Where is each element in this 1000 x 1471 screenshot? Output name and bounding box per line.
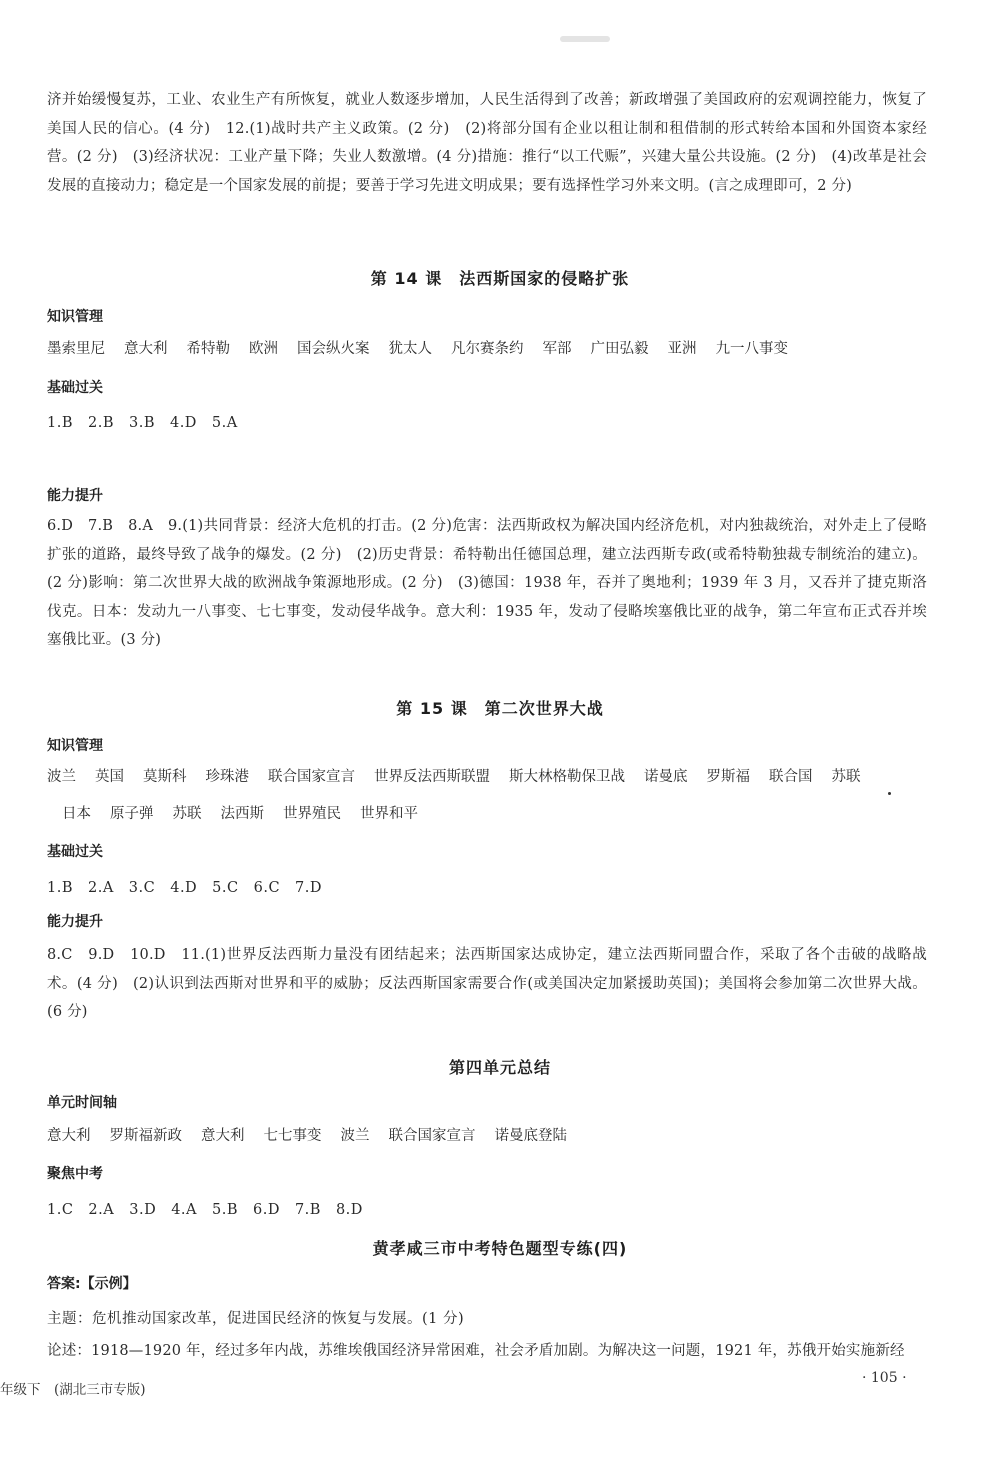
scan-smudge bbox=[560, 36, 610, 42]
term-item: 世界反法西斯联盟 bbox=[374, 769, 490, 785]
term-item: 罗斯福 bbox=[706, 769, 750, 785]
term-item: 国会纵火案 bbox=[297, 341, 370, 357]
lesson-15-ability-label: 能力提升 bbox=[47, 914, 103, 930]
term-item: 联合国家宣言 bbox=[268, 769, 355, 785]
term-item: 英国 bbox=[95, 769, 124, 785]
unit-4-summary-title: 第四单元总结 bbox=[448, 1058, 551, 1077]
lesson-14-ability-block bbox=[47, 512, 927, 655]
term-item: 军部 bbox=[542, 341, 572, 357]
term-item: 凡尔赛条约 bbox=[451, 341, 524, 357]
lesson-15-title: 第 15 课 第二次世界大战 bbox=[396, 699, 604, 718]
term-item: 希特勒 bbox=[186, 341, 230, 357]
unit-4-focus-answers: 1.C 2.A 3.D 4.A 5.B 6.D 7.B 8.D bbox=[47, 1202, 363, 1218]
term-item: 意大利 bbox=[47, 1128, 91, 1144]
term-item: 罗斯福新政 bbox=[109, 1128, 182, 1144]
lesson-15-basic-answers: 1.B 2.A 3.C 4.D 5.C 6.C 7.D bbox=[47, 880, 323, 896]
lesson-15-knowledge-terms-row1 bbox=[47, 759, 947, 795]
special-theme-text: 主题：危机推动国家改革，促进国民经济的恢复与发展。(1 分) bbox=[47, 1311, 465, 1327]
scan-dot bbox=[888, 792, 891, 795]
lesson-14-knowledge-label: 知识管理 bbox=[47, 309, 103, 325]
special-discussion-block bbox=[47, 1337, 927, 1366]
term-item: 世界和平 bbox=[360, 806, 418, 822]
term-item: 欧洲 bbox=[249, 341, 278, 357]
lesson-14-knowledge-terms bbox=[47, 331, 947, 367]
special-discussion-text: 论述：1918—1920 年，经过多年内战，苏维埃俄国经济异常困难，社会矛盾加剧。为解决这一问题，1921 年，苏俄开始实施新经 bbox=[47, 1343, 905, 1359]
lesson-15-ability-block bbox=[47, 941, 927, 1027]
term-item: 原子弹 bbox=[110, 806, 154, 822]
unit-4-timeline-label: 单元时间轴 bbox=[47, 1095, 117, 1111]
term-item: 墨索里尼 bbox=[47, 341, 105, 357]
term-item: 莫斯科 bbox=[143, 769, 187, 785]
lesson-15-knowledge-label: 知识管理 bbox=[47, 738, 103, 754]
continued-answer-block bbox=[47, 86, 927, 200]
term-item: 联合国家宣言 bbox=[388, 1128, 476, 1144]
lesson-14-ability-label: 能力提升 bbox=[47, 488, 103, 504]
term-item: 亚洲 bbox=[667, 341, 697, 357]
special-answer-label: 答案:【示例】 bbox=[47, 1276, 137, 1292]
term-item: 波兰 bbox=[340, 1128, 370, 1144]
term-item: 犹太人 bbox=[388, 341, 432, 357]
term-item: 世界殖民 bbox=[283, 806, 341, 822]
term-item: 意大利 bbox=[124, 341, 168, 357]
page-number: · 105 · bbox=[862, 1370, 907, 1386]
term-item: 意大利 bbox=[201, 1128, 245, 1144]
term-item: 日本 bbox=[62, 806, 91, 822]
unit-4-focus-label: 聚焦中考 bbox=[47, 1166, 103, 1182]
continued-answer-text: 济并始缓慢复苏，工业、农业生产有所恢复，就业人数逐步增加，人民生活得到了改善；新政增强了美国政府的宏观调控能力，恢复了美国人民的信心。(4 分) 12.(1)战时共产主义政策。(2 分) (2)将部分国有企业以租让制和租借制的形式转给本国和外国资本家经营。(2 分) (3)经济状况：工业产量下降；失业人数激增。(4 分)措施：推行“以工代赈”，兴建大量公共设施。(2 分) (4)改革是社会发展的直接动力；稳定是一个国家发展的前提；要善于学习先进文明成果；要有选择性学习外来文明。(言之成理即可，2 分) bbox=[47, 92, 927, 194]
special-practice-title: 黄孝咸三市中考特色题型专练(四) bbox=[372, 1239, 628, 1258]
lesson-15-basic-label: 基础过关 bbox=[47, 844, 103, 860]
term-item: 诺曼底登陆 bbox=[494, 1128, 567, 1144]
lesson-14-basic-answers: 1.B 2.B 3.B 4.D 5.A bbox=[47, 415, 238, 431]
term-item: 苏联 bbox=[831, 769, 861, 785]
term-item: 诺曼底 bbox=[644, 769, 688, 785]
lesson-15-ability-text: 8.C 9.D 10.D 11.(1)世界反法西斯力量没有团结起来；法西斯国家达成协定，建立法西斯同盟合作，采取了各个击破的战略战术。(4 分) (2)认识到法西斯对世界和平的威胁；反法西斯国家需要合作(或美国决定加紧援助英国)；美国将会参加第二次世界大战。(6 分) bbox=[47, 947, 927, 1020]
unit-4-timeline-terms bbox=[47, 1118, 947, 1154]
footer-edition-label: 年级下 (湖北三市专版) bbox=[0, 1382, 146, 1398]
term-item: 九一八事变 bbox=[715, 341, 788, 357]
term-item: 广田弘毅 bbox=[590, 341, 649, 357]
term-item: 苏联 bbox=[172, 806, 202, 822]
lesson-14-ability-text: 6.D 7.B 8.A 9.(1)共同背景：经济大危机的打击。(2 分)危害：法西斯政权为解决国内经济危机，对内独裁统治，对外走上了侵略扩张的道路，最终导致了战争的爆发。(2 分) (2)历史背景：希特勒出任德国总理，建立法西斯专政(或希特勒独裁专制统治的建立)。(2 分)影响：第二次世界大战的欧洲战争策源地形成。(2 分) (3)德国：1938 年，吞并了奥地利；1939 年 3 月，又吞并了捷克斯洛伐克。日本：发动九一八事变、七七事变，发动侵华战争。意大利：1935 年，发动了侵略埃塞俄比亚的战争，第二年宣布正式吞并埃塞俄比亚。(3 分) bbox=[47, 518, 927, 648]
term-item: 法西斯 bbox=[220, 806, 264, 822]
term-item: 联合国 bbox=[769, 769, 813, 785]
lesson-14-title: 第 14 课 法西斯国家的侵略扩张 bbox=[370, 269, 630, 288]
lesson-14-basic-label: 基础过关 bbox=[47, 380, 103, 396]
term-item: 斯大林格勒保卫战 bbox=[509, 769, 625, 785]
lesson-15-knowledge-terms-row2 bbox=[62, 796, 962, 832]
term-item: 珍珠港 bbox=[205, 769, 249, 785]
term-item: 波兰 bbox=[47, 769, 76, 785]
term-item: 七七事变 bbox=[263, 1128, 322, 1144]
